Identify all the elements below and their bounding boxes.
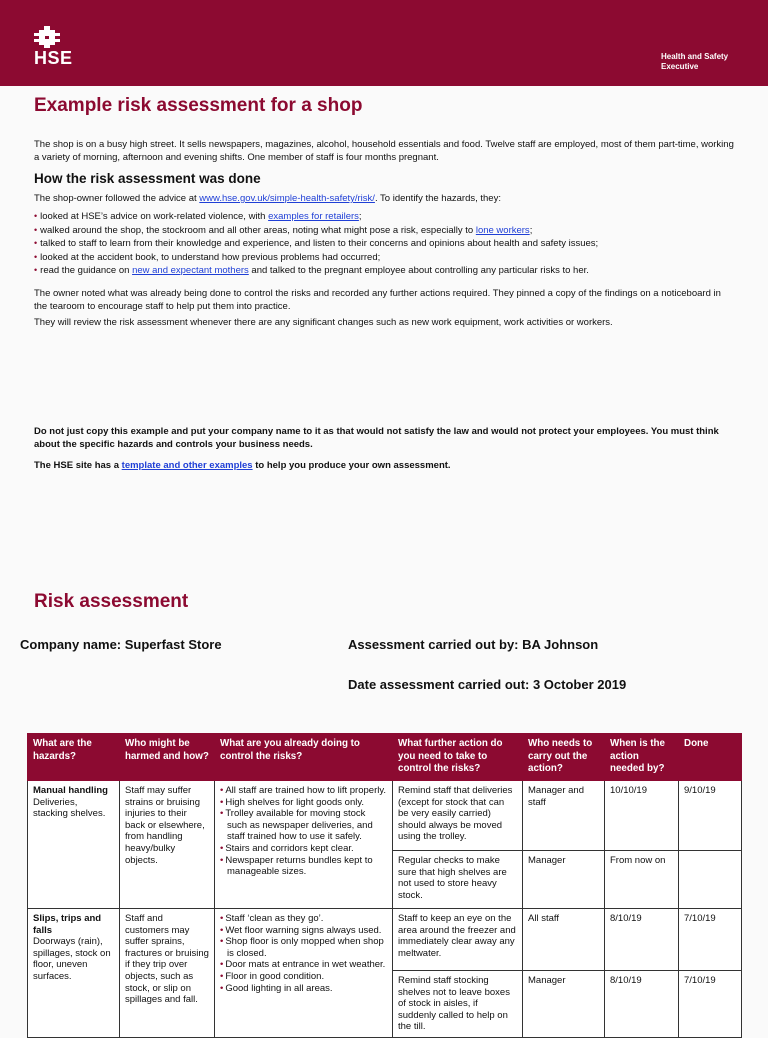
when-cell: 8/10/19 [605,909,679,971]
table-header-row [28,734,742,781]
template-pre: The HSE site has a [34,460,122,471]
col-who-acts: Who needs to carry out the action? [523,734,605,781]
template-note [34,460,734,473]
action-cell: Remind staff stocking shelves not to leave boxes of stock in aisles, if suddenly called to help on the till. [393,971,523,1038]
list-item: • Door mats at entrance in wet weather. [220,959,387,971]
step-text: looked at the accident book, to understand how previous problems had occurred; [40,251,381,263]
org-line-2: Executive [661,62,699,71]
hazard-title: Slips, trips and falls [33,913,102,936]
col-when: When is the action needed by? [605,734,679,781]
controls-cell [215,781,393,909]
list-item: • High shelves for light goods only. [220,797,387,809]
intro-paragraph: The shop is on a busy high street. It sells newspapers, magazines, alcohol, household essentials and food. Twelve staff are employed, most of them part-time, working a variety of morning, afternoon and evening shifts. One member of staff is four months pregnant. [34,139,734,163]
list-item [34,264,734,278]
step-text-end: and talked to the pregnant employee about controlling any particular risks to her. [248,265,589,277]
list-item: • Floor in good condition. [220,971,387,983]
organisation-name [661,52,728,72]
done-cell [679,851,742,909]
review-note: They will review the risk assessment whenever there are any significant changes such as new work equipment, work activities or workers. [34,317,613,328]
risk-table [27,733,742,1038]
action-cell: Regular checks to make sure that high shelves are not used to store heavy stock. [393,851,523,909]
assessor-name: Assessment carried out by: BA Johnson [348,637,599,652]
header-bar [0,0,768,86]
company-name: Company name: Superfast Store [20,637,222,652]
template-post: to help you produce your own assessment. [252,460,451,471]
how-intro-pre: The shop-owner followed the advice at [34,193,200,204]
who-cell: All staff [523,909,605,971]
table-row [28,909,742,971]
who-cell: Manager and staff [523,781,605,851]
when-cell: 10/10/19 [605,781,679,851]
hazard-title: Manual handling [33,785,108,796]
list-item: • All staff are trained how to lift properly. [220,785,387,797]
done-cell: 9/10/19 [679,781,742,851]
how-heading: How the risk assessment was done [34,171,261,186]
list-item: • Newspaper returns bundles kept to manageable sizes. [220,855,387,878]
list-item: • Staff ‘clean as they go’. [220,913,387,925]
list-item: • Stairs and corridors kept clear. [220,843,387,855]
done-cell: 7/10/19 [679,909,742,971]
col-who-harmed: Who might be harmed and how? [120,734,215,781]
step-text-end: ; [358,211,362,222]
list-item: • Wet floor warning signs always used. [220,925,387,937]
controls-cell [215,909,393,1038]
list-item [34,210,734,224]
expectant-mothers-link[interactable]: new and expectant mothers [132,265,249,277]
list-item: • Shop floor is only mopped when shop is closed. [220,936,387,959]
harmed-cell: Staff and customers may suffer sprains, fractures or bruising if they trip over objects, such as stock, or slip on spillages and fall. [120,909,215,1038]
risk-heading: Risk assessment [34,591,189,612]
list-item: • Trolley available for moving stock such as newspaper deliveries, and staff trained how to use it safely. [220,808,387,843]
warning-note: Do not just copy this example and put your company name to it as that would not satisfy the law and would not protect your employees. You must think about the specific hazards and controls your business needs. [34,426,719,450]
template-link[interactable]: template and other examples [121,460,253,471]
action-cell: Remind staff that deliveries (except for stock that can be very easily carried) should always be moved using the trolley. [393,781,523,851]
done-cell: 7/10/19 [679,971,742,1038]
list-item [34,224,734,238]
step-text: walked around the shop, the stockroom and all other areas, noting what might pose a risk, especially to [40,224,476,236]
when-cell: From now on [605,851,679,909]
logo-text: HSE [34,48,73,68]
hazard-cell [28,909,120,1038]
harmed-cell: Staff may suffer strains or bruising injuries to their back or elsewhere, from handling heavy/bulky objects. [120,781,215,909]
owner-note: The owner noted what was already being done to control the risks and recorded any further actions required. They pinned a copy of the findings on a noticeboard in the tearoom to encourage staff to help put them into practice. [34,288,721,312]
steps-list [34,210,734,278]
hse-emblem-icon [34,26,60,48]
col-done: Done [679,734,742,781]
table-row [28,781,742,851]
retailers-link[interactable]: examples for retailers [268,211,359,222]
step-text: read the guidance on [40,265,133,277]
step-text: looked at HSE’s advice on work-related violence, with [40,211,269,222]
col-further-action: What further action do you need to take to control the risks? [393,734,523,781]
list-item [34,251,734,265]
assessment-date: Date assessment carried out: 3 October 2019 [348,677,627,692]
action-cell: Staff to keep an eye on the area around the freezer and immediately clear away any meltwater. [393,909,523,971]
col-current-controls: What are you already doing to control the risks? [215,734,393,781]
hazard-desc: Deliveries, stacking shelves. [33,796,106,820]
list-item [34,237,734,251]
col-hazards: What are the hazards? [28,734,120,781]
how-intro [34,193,734,206]
page-title: Example risk assessment for a shop [34,95,363,116]
step-text-end: ; [529,224,533,236]
org-line-1: Health and Safety [661,52,729,61]
hse-logo [34,26,78,67]
who-cell: Manager [523,851,605,909]
lone-workers-link[interactable]: lone workers [475,224,530,236]
step-text: talked to staff to learn from their knowledge and experience, and listen to their concerns and opinions about health and safety issues; [40,238,599,250]
hazard-cell [28,781,120,909]
hazard-desc: Doorways (rain), spillages, stock on floor, uneven surfaces. [33,936,111,982]
who-cell: Manager [523,971,605,1038]
list-item: • Good lighting in all areas. [220,983,387,995]
hse-risk-link[interactable]: www.hse.gov.uk/simple-health-safety/risk/ [199,193,375,204]
how-intro-post: . To identify the hazards, they: [374,193,501,204]
when-cell: 8/10/19 [605,971,679,1038]
